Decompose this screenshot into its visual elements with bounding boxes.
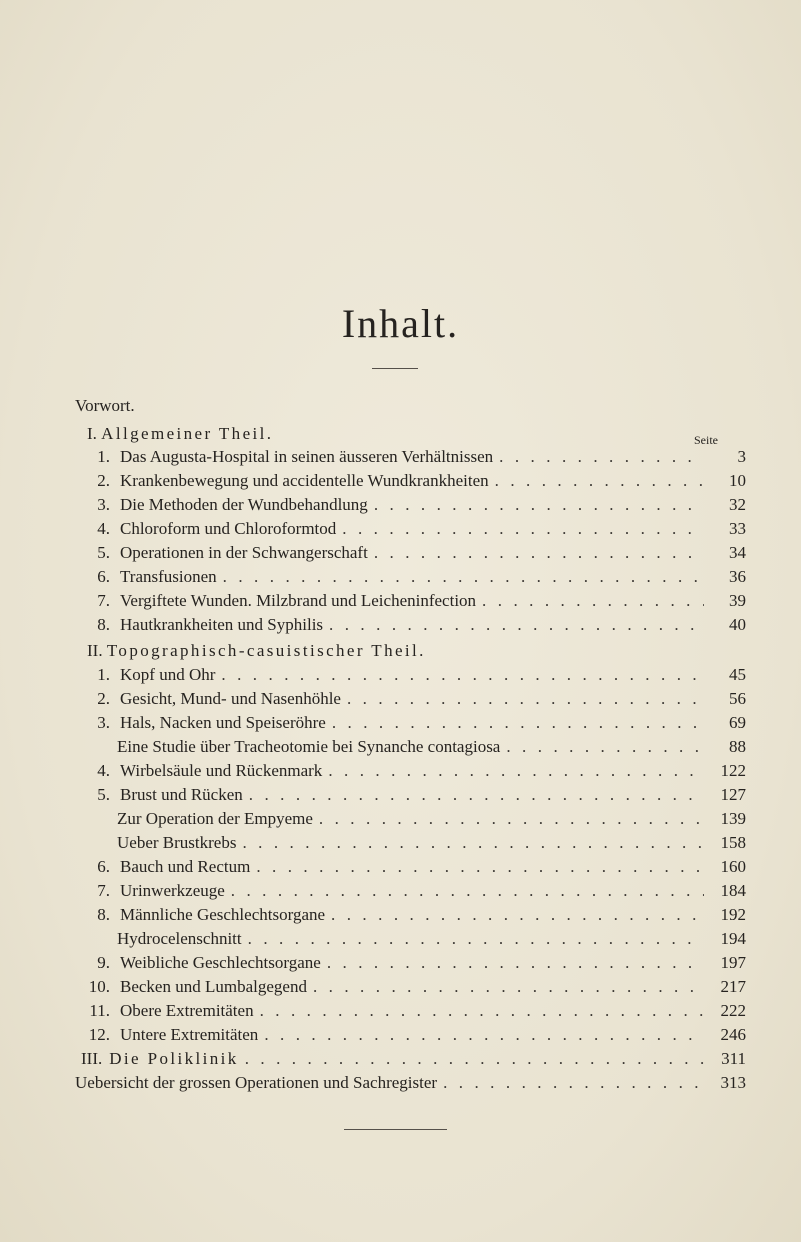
toc-entry — [82, 713, 746, 735]
entry-page: 40 — [729, 615, 746, 634]
dot-leader — [248, 929, 704, 949]
entry-number: 12. — [88, 1025, 110, 1044]
closing-rule — [344, 1129, 447, 1130]
toc-entry — [82, 881, 746, 903]
entry-label: Die Poliklinik — [109, 1049, 239, 1068]
vorwort-entry: Vorwort. — [75, 396, 135, 415]
entry-label: Vergiftete Wunden. Milzbrand und Leicheninfection — [120, 591, 477, 610]
entry-label: Eine Studie über Tracheotomie bei Synanche contagiosa — [117, 737, 501, 756]
dot-leader — [260, 1001, 704, 1021]
toc-entry — [82, 1001, 746, 1023]
toc-entry — [82, 567, 746, 589]
entry-page: 197 — [720, 953, 746, 972]
entry-page: 36 — [729, 567, 746, 586]
toc-subentry — [117, 833, 746, 855]
entry-number: 1. — [97, 665, 110, 684]
entry-number: 5. — [97, 785, 110, 804]
dot-leader — [329, 615, 704, 635]
entry-label: Kopf und Ohr — [120, 665, 216, 684]
entry-label: Bauch und Rectum — [120, 857, 251, 876]
dot-leader — [327, 953, 704, 973]
toc-entry — [82, 761, 746, 783]
entry-label: Hautkrankheiten und Syphilis — [120, 615, 324, 634]
dot-leader — [313, 977, 704, 997]
entry-label: Becken und Lumbalgegend — [120, 977, 307, 996]
dot-leader — [331, 905, 704, 925]
entry-page: 127 — [720, 785, 746, 804]
dot-leader — [256, 857, 704, 877]
entry-label: Hydrocelenschnitt — [117, 929, 242, 948]
dot-leader — [245, 1049, 704, 1069]
entry-page: 56 — [729, 689, 746, 708]
toc-entry — [82, 977, 746, 999]
entry-label: Wirbelsäule und Rückenmark — [120, 761, 323, 780]
entry-page: 122 — [720, 761, 746, 780]
dot-leader — [231, 881, 704, 901]
entry-page: 34 — [729, 543, 746, 562]
entry-number: 1. — [97, 447, 110, 466]
dot-leader — [319, 809, 704, 829]
entry-label: Krankenbewegung und accidentelle Wundkrankheiten — [120, 471, 489, 490]
entry-number: 3. — [97, 495, 110, 514]
toc-entry — [82, 495, 746, 517]
entry-number: 4. — [97, 761, 110, 780]
section-1-title: Allgemeiner Theil. — [101, 424, 274, 443]
toc-entry — [82, 953, 746, 975]
entry-page: 32 — [729, 495, 746, 514]
section-1-numeral: I. — [87, 424, 97, 443]
entry-label: Urinwerkzeuge — [120, 881, 225, 900]
section-2-heading — [87, 641, 426, 661]
entry-label: Das Augusta-Hospital in seinen äusseren Verhältnissen — [120, 447, 494, 466]
dot-leader — [482, 591, 704, 611]
toc-entry — [82, 615, 746, 637]
dot-leader — [242, 833, 704, 853]
section-3-entry — [81, 1049, 746, 1071]
entry-page: 139 — [720, 809, 746, 828]
entry-number: 6. — [97, 567, 110, 586]
toc-entry — [82, 1025, 746, 1047]
dot-leader — [443, 1073, 704, 1093]
dot-leader — [374, 543, 704, 563]
dot-leader — [347, 689, 704, 709]
entry-label: Operationen in der Schwangerschaft — [120, 543, 368, 562]
entry-page: 39 — [729, 591, 746, 610]
entry-page: 192 — [720, 905, 746, 924]
dot-leader — [342, 519, 704, 539]
seite-column-label: Seite — [694, 433, 718, 447]
section-2-title: Topographisch-casuistischer Theil. — [106, 641, 426, 660]
entry-number: 2. — [97, 689, 110, 708]
toc-entry — [82, 519, 746, 541]
dot-leader — [221, 665, 704, 685]
toc-entry — [82, 665, 746, 687]
entry-page: 311 — [721, 1049, 746, 1068]
entry-number: 7. — [97, 591, 110, 610]
entry-label: Obere Extremitäten — [120, 1001, 254, 1020]
toc-subentry — [117, 737, 746, 759]
toc-entry — [82, 447, 746, 469]
entry-label: Uebersicht der grossen Operationen und Sachregister — [75, 1073, 438, 1092]
toc-entry — [82, 857, 746, 879]
dot-leader — [264, 1025, 704, 1045]
entry-label: Transfusionen — [120, 567, 217, 586]
dot-leader — [223, 567, 704, 587]
entry-label: Die Methoden der Wundbehandlung — [120, 495, 368, 514]
entry-label: Untere Extremitäten — [120, 1025, 259, 1044]
entry-page: 313 — [720, 1073, 746, 1092]
entry-label: Ueber Brustkrebs — [117, 833, 237, 852]
entry-number: 3. — [97, 713, 110, 732]
toc-entry — [82, 591, 746, 613]
page-title: Inhalt. — [341, 301, 460, 346]
entry-page: 69 — [729, 713, 746, 732]
section-1-heading — [87, 424, 273, 444]
entry-number: 7. — [97, 881, 110, 900]
entry-label: Männliche Geschlechtsorgane — [120, 905, 326, 924]
entry-number: 8. — [97, 615, 110, 634]
dot-leader — [506, 737, 704, 757]
section-3-numeral: III. — [81, 1049, 103, 1068]
entry-page: 246 — [720, 1025, 746, 1044]
entry-label: Gesicht, Mund- und Nasenhöhle — [120, 689, 341, 708]
dot-leader — [249, 785, 704, 805]
entry-page: 3 — [737, 447, 746, 466]
section-2-numeral: II. — [87, 641, 103, 660]
toc-subentry — [117, 809, 746, 831]
entry-page: 194 — [720, 929, 746, 948]
toc-entry — [82, 689, 746, 711]
toc-entry — [82, 785, 746, 807]
entry-number: 11. — [89, 1001, 110, 1020]
entry-label: Weibliche Geschlechtsorgane — [120, 953, 321, 972]
entry-number: 8. — [97, 905, 110, 924]
entry-number: 2. — [97, 471, 110, 490]
toc-entry — [82, 905, 746, 927]
toc-entry — [82, 543, 746, 565]
entry-page: 217 — [720, 977, 746, 996]
entry-label: Hals, Nacken und Speiseröhre — [120, 713, 326, 732]
dot-leader — [495, 471, 704, 491]
entry-page: 184 — [720, 881, 746, 900]
entry-page: 45 — [729, 665, 746, 684]
entry-number: 5. — [97, 543, 110, 562]
entry-page: 10 — [729, 471, 746, 490]
entry-page: 158 — [720, 833, 746, 852]
toc-subentry — [117, 929, 746, 951]
entry-page: 160 — [720, 857, 746, 876]
title-rule — [372, 368, 418, 369]
entry-number: 4. — [97, 519, 110, 538]
dot-leader — [499, 447, 704, 467]
dot-leader — [374, 495, 704, 515]
entry-number: 6. — [97, 857, 110, 876]
entry-page: 222 — [720, 1001, 746, 1020]
entry-label: Brust und Rücken — [120, 785, 243, 804]
entry-page: 33 — [729, 519, 746, 538]
toc-entry — [82, 471, 746, 493]
dot-leader — [328, 761, 704, 781]
entry-number: 9. — [97, 953, 110, 972]
entry-label: Chloroform und Chloroformtod — [120, 519, 337, 538]
entry-label: Zur Operation der Empyeme — [117, 809, 313, 828]
entry-number: 10. — [88, 977, 110, 996]
entry-page: 88 — [729, 737, 746, 756]
dot-leader — [332, 713, 704, 733]
uebersicht-entry — [75, 1073, 746, 1095]
